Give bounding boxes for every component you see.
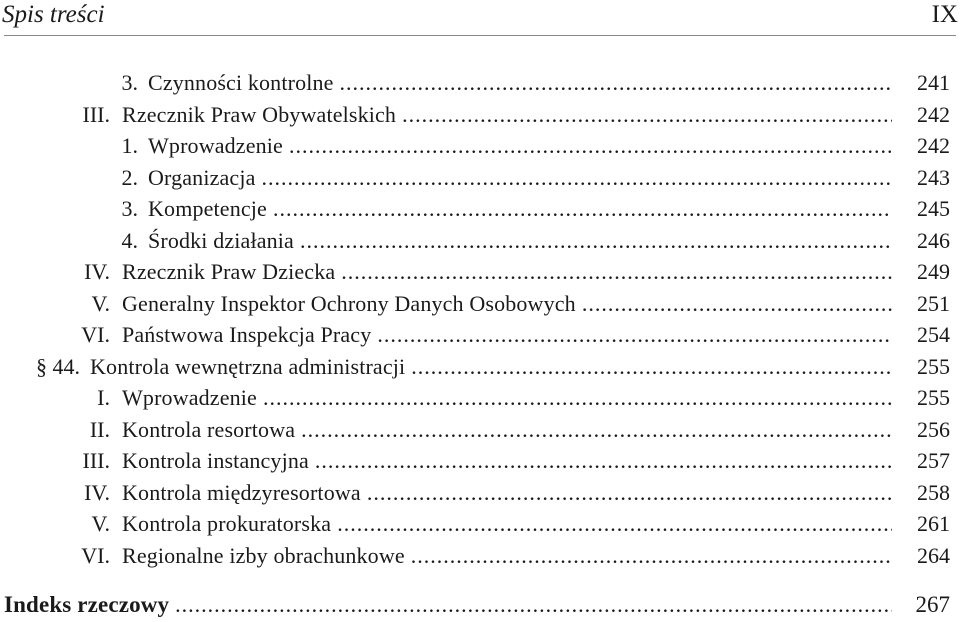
toc-entry-number: IV. xyxy=(84,479,110,505)
toc-entry-page: 251 xyxy=(917,290,950,316)
toc-entry[interactable] xyxy=(0,194,960,224)
toc-entry[interactable] xyxy=(0,100,960,130)
dot-leader xyxy=(367,478,892,508)
toc-entry-number: 3. xyxy=(121,70,138,95)
toc-entry-page: 256 xyxy=(917,416,950,442)
toc-entry-leader xyxy=(148,194,892,224)
toc-entry-number: § 44. xyxy=(36,353,80,379)
header-divider xyxy=(4,35,956,36)
toc-entry-page: 264 xyxy=(917,542,950,568)
toc-entry-title: Kontrola prokuratorska xyxy=(122,511,332,536)
roman-page-number: IX xyxy=(931,1,958,28)
toc-entry-title: Kontrola wewnętrzna administracji xyxy=(90,353,406,379)
toc-entry-title: Kontrola resortowa xyxy=(122,416,296,442)
toc-entry-number: V. xyxy=(91,511,110,536)
toc-entry-title: Generalny Inspektor Ochrony Danych Osobowych xyxy=(122,290,576,316)
toc-entry-title: Środki działania xyxy=(148,227,294,253)
toc-entry-title: Wprowadzenie xyxy=(122,385,257,410)
toc-entry[interactable] xyxy=(0,446,960,476)
toc-entry-leader xyxy=(90,352,892,382)
toc-entry-page: 254 xyxy=(917,322,950,347)
dot-leader xyxy=(289,131,892,161)
toc-entry-page: 245 xyxy=(917,196,950,221)
toc-entry[interactable] xyxy=(0,415,960,445)
toc-entry-number: IV. xyxy=(84,259,110,284)
toc-entry[interactable] xyxy=(0,352,960,382)
toc-entry-leader xyxy=(4,590,892,620)
toc-entry-page: 246 xyxy=(917,227,950,253)
page-header xyxy=(0,0,960,30)
dot-leader xyxy=(340,68,892,98)
dot-leader xyxy=(263,383,892,413)
index-title: Indeks rzeczowy xyxy=(4,592,170,617)
toc-entry-page: 255 xyxy=(917,353,950,379)
dot-leader xyxy=(337,509,892,539)
dot-leader xyxy=(301,415,892,445)
toc-entry-number: II. xyxy=(89,416,110,442)
toc-entry-number: III. xyxy=(82,101,110,127)
toc-entry[interactable] xyxy=(0,289,960,319)
toc-entry-title: Kontrola międzyresortowa xyxy=(122,479,361,505)
toc-entry-title: Rzecznik Praw Obywatelskich xyxy=(122,101,397,127)
toc-entry-leader xyxy=(122,320,892,350)
toc-entry-leader xyxy=(148,68,892,98)
toc-entry-number: VI. xyxy=(81,322,110,347)
toc-entry-leader xyxy=(148,163,892,193)
dot-leader xyxy=(175,590,892,620)
toc-entry-title: Regionalne izby obrachunkowe xyxy=(122,542,405,568)
toc-entry-title: Kompetencje xyxy=(148,196,267,221)
toc-entry-title: Czynności kontrolne xyxy=(148,70,334,95)
dot-leader xyxy=(341,257,892,287)
dot-leader xyxy=(262,163,892,193)
toc-entry-leader xyxy=(122,100,892,130)
toc-entry[interactable] xyxy=(0,163,960,193)
toc-entry-page: 241 xyxy=(917,70,950,95)
toc-entry-page: 257 xyxy=(917,448,950,473)
toc-entry-page: 249 xyxy=(917,259,950,284)
toc-entry-leader xyxy=(122,541,892,571)
toc-entry[interactable] xyxy=(0,320,960,350)
index-page: 267 xyxy=(915,592,950,617)
toc-entry-title: Rzecznik Praw Dziecka xyxy=(122,259,336,284)
toc-entry-title: Organizacja xyxy=(148,164,256,190)
toc-entry-number: 1. xyxy=(121,133,138,158)
dot-leader xyxy=(300,226,892,256)
toc-entry[interactable] xyxy=(0,68,960,98)
toc-entry[interactable] xyxy=(0,541,960,571)
toc-entry-page: 242 xyxy=(917,133,950,158)
toc-entry-leader xyxy=(122,478,892,508)
dot-leader xyxy=(411,352,892,382)
toc-entry[interactable] xyxy=(0,509,960,539)
toc-entry-number: 4. xyxy=(121,227,138,253)
dot-leader xyxy=(582,289,892,319)
toc-entry-leader xyxy=(122,289,892,319)
toc-entry-number: 3. xyxy=(121,196,138,221)
toc-entry-leader xyxy=(148,226,892,256)
toc-entry-leader xyxy=(122,509,892,539)
dot-leader xyxy=(315,446,892,476)
toc-entry-page: 258 xyxy=(917,479,950,505)
toc-entry-leader xyxy=(122,383,892,413)
toc-entry-page: 261 xyxy=(917,511,950,536)
toc-entry-number: III. xyxy=(82,448,110,473)
toc-entry-page: 255 xyxy=(917,385,950,410)
toc-entry[interactable] xyxy=(0,478,960,508)
toc-entry-number: 2. xyxy=(121,164,138,190)
toc-entry-leader xyxy=(148,131,892,161)
toc-entry-index[interactable] xyxy=(0,590,960,620)
toc-entry-number: VI. xyxy=(81,542,110,568)
toc-entry-leader xyxy=(122,446,892,476)
toc-entry[interactable] xyxy=(0,257,960,287)
toc-entry-leader xyxy=(122,257,892,287)
toc-entry[interactable] xyxy=(0,383,960,413)
running-title: Spis treści xyxy=(2,1,105,28)
dot-leader xyxy=(411,541,892,571)
toc-entry-page: 243 xyxy=(917,164,950,190)
toc-entry-title: Państwowa Inspekcja Pracy xyxy=(122,322,372,347)
dot-leader xyxy=(402,100,892,130)
toc-entry-title: Kontrola instancyjna xyxy=(122,448,309,473)
toc-entry-leader xyxy=(122,415,892,445)
toc-entry[interactable] xyxy=(0,226,960,256)
dot-leader xyxy=(377,320,892,350)
toc-entry-number: V. xyxy=(91,290,110,316)
toc-entry-page: 242 xyxy=(917,101,950,127)
toc-entry-title: Wprowadzenie xyxy=(148,133,283,158)
toc-entry-number: I. xyxy=(97,385,110,410)
toc-entry[interactable] xyxy=(0,131,960,161)
dot-leader xyxy=(273,194,892,224)
